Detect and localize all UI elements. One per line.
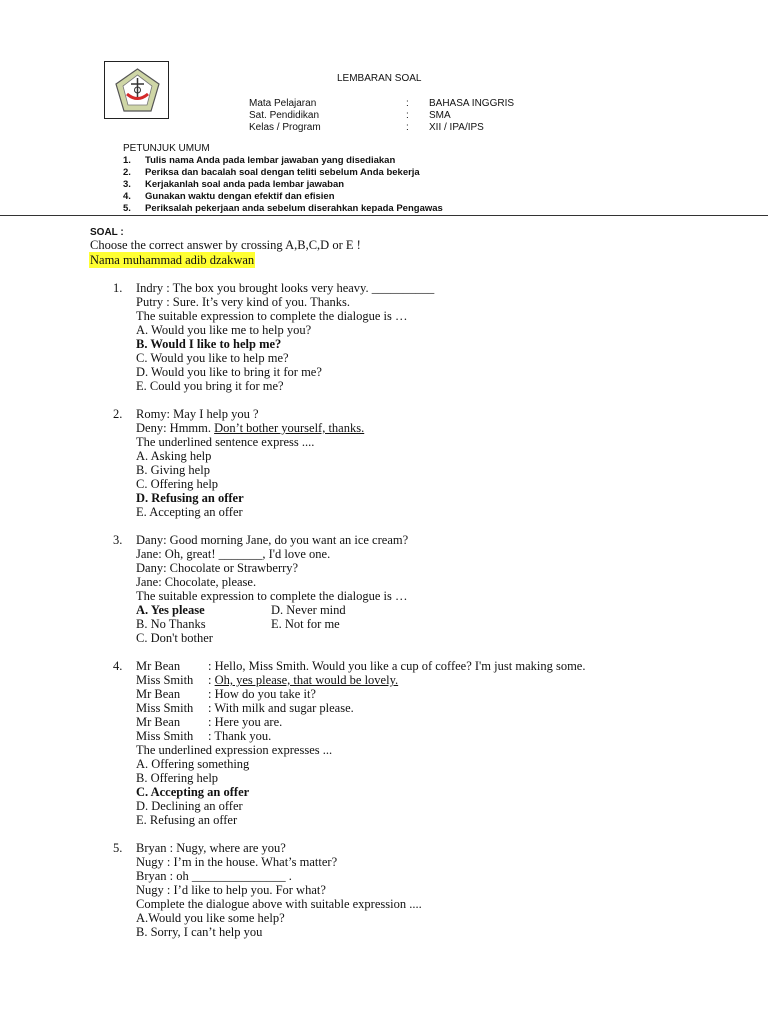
info-value-class: XII / IPA/IPS <box>429 122 484 133</box>
dialogue-line: Miss Smith : Oh, yes please, that would be lovely. <box>136 673 399 687</box>
school-logo <box>104 61 169 119</box>
question-line: Deny: Hmmm. Don’t bother yourself, thanks. <box>136 421 365 435</box>
question-line: Romy: May I help you ? <box>136 407 259 421</box>
speaker: Miss Smith <box>136 701 194 715</box>
question-line: Jane: Chocolate, please. <box>136 575 257 589</box>
section-divider <box>0 215 768 216</box>
dialogue-line: Nugy : I’m in the house. What’s matter? <box>136 855 338 869</box>
option-c: C. Would you like to help me? <box>136 351 289 365</box>
question-number: 5. <box>113 841 123 855</box>
question-line: The underlined expression expresses ... <box>136 743 333 757</box>
info-colon: : <box>406 98 409 109</box>
question-line: The suitable expression to complete the dialogue is … <box>136 309 408 323</box>
info-colon: : <box>406 110 409 121</box>
question-number: 3. <box>113 533 123 547</box>
question-number: 2. <box>113 407 123 421</box>
instructions-title: PETUNJUK UMUM <box>123 143 210 154</box>
speaker: Mr Bean <box>136 715 181 729</box>
question-line: Putry : Sure. It’s very kind of you. Thanks. <box>136 295 350 309</box>
student-name: Nama muhammad adib dzakwan <box>90 253 255 267</box>
dialogue-line: Miss Smith : With milk and sugar please. <box>136 701 354 715</box>
instructions-list <box>123 155 443 215</box>
option-e: E. Could you bring it for me? <box>136 379 284 393</box>
option-b: B. Offering help <box>136 771 219 785</box>
dialogue-line: Mr Bean : Hello, Miss Smith. Would you like a cup of coffee? I'm just making some. <box>136 659 586 673</box>
list-item: 1. Tulis nama Anda pada lembar jawaban yang disediakan <box>123 155 396 166</box>
underlined-sentence: Oh, yes please, that would be lovely. <box>214 673 399 687</box>
question-line: Dany: Chocolate or Strawberry? <box>136 561 299 575</box>
question-number: 4. <box>113 659 123 673</box>
dialogue-line: Miss Smith : Thank you. <box>136 729 272 743</box>
option-e: E. Accepting an offer <box>136 505 243 519</box>
question-line: Complete the dialogue above with suitable expression .... <box>136 897 422 911</box>
dialogue-line: Mr Bean : How do you take it? <box>136 687 316 701</box>
list-item: 5. Periksalah pekerjaan anda sebelum diserahkan kepada Pengawas <box>123 203 443 214</box>
question-line: The suitable expression to complete the dialogue is … <box>136 589 408 603</box>
option-b: B. Giving help <box>136 463 210 477</box>
speaker: Mr Bean <box>136 687 181 701</box>
speaker: Miss Smith <box>136 729 194 743</box>
dialogue-line: Nugy : I’d like to help you. For what? <box>136 883 326 897</box>
speaker: Mr Bean <box>136 659 181 673</box>
option-e: E. Not for me <box>271 617 340 631</box>
option-b-selected: B. Would I like to help me? <box>136 337 282 351</box>
info-colon: : <box>406 122 409 133</box>
option-c-selected: C. Accepting an offer <box>136 785 250 799</box>
option-d-selected: D. Refusing an offer <box>136 491 244 505</box>
dialogue-line: Bryan : oh _______________ . <box>136 869 292 883</box>
question-line: Indry : The box you brought looks very heavy. __________ <box>136 281 435 295</box>
option-e: E. Refusing an offer <box>136 813 238 827</box>
sheet-title: LEMBARAN SOAL <box>337 73 422 84</box>
option-c: C. Offering help <box>136 477 219 491</box>
option-b: B. No Thanks <box>136 617 206 631</box>
list-item: 4. Gunakan waktu dengan efektif dan efisien <box>123 191 335 202</box>
info-value-level: SMA <box>429 110 451 121</box>
option-a: A. Offering something <box>136 757 250 771</box>
option-b: B. Sorry, I can’t help you <box>136 925 263 939</box>
school-emblem-icon <box>114 67 161 114</box>
list-item: 2. Periksa dan bacalah soal dengan teliti sebelum Anda bekerja <box>123 167 420 178</box>
instruction-text: Choose the correct answer by crossing A,B,C,D or E ! <box>90 238 361 252</box>
speaker: Miss Smith <box>136 673 194 687</box>
dialogue-line: Mr Bean : Here you are. <box>136 715 283 729</box>
option-d: D. Would you like to bring it for me? <box>136 365 322 379</box>
option-a-selected: A. Yes please <box>136 603 205 617</box>
info-label-class: Kelas / Program <box>249 122 321 133</box>
option-d: D. Declining an offer <box>136 799 243 813</box>
option-a: A. Asking help <box>136 449 212 463</box>
option-a: A. Would you like me to help you? <box>136 323 312 337</box>
option-c: C. Don't bother <box>136 631 213 645</box>
questions-label: SOAL : <box>90 227 124 238</box>
question-line: Dany: Good morning Jane, do you want an ice cream? <box>136 533 409 547</box>
list-item: 3. Kerjakanlah soal anda pada lembar jawaban <box>123 179 345 190</box>
option-d: D. Never mind <box>271 603 346 617</box>
question-line: The underlined sentence express .... <box>136 435 315 449</box>
info-label-level: Sat. Pendidikan <box>249 110 320 121</box>
info-value-subject: BAHASA INGGRIS <box>429 98 515 109</box>
question-number: 1. <box>113 281 123 295</box>
info-label-subject: Mata Pelajaran <box>249 98 317 109</box>
option-a: A.Would you like some help? <box>136 911 285 925</box>
underlined-sentence: Don’t bother yourself, thanks. <box>214 421 365 435</box>
dialogue-line: Bryan : Nugy, where are you? <box>136 841 286 855</box>
question-line: Jane: Oh, great! _______, I'd love one. <box>136 547 331 561</box>
